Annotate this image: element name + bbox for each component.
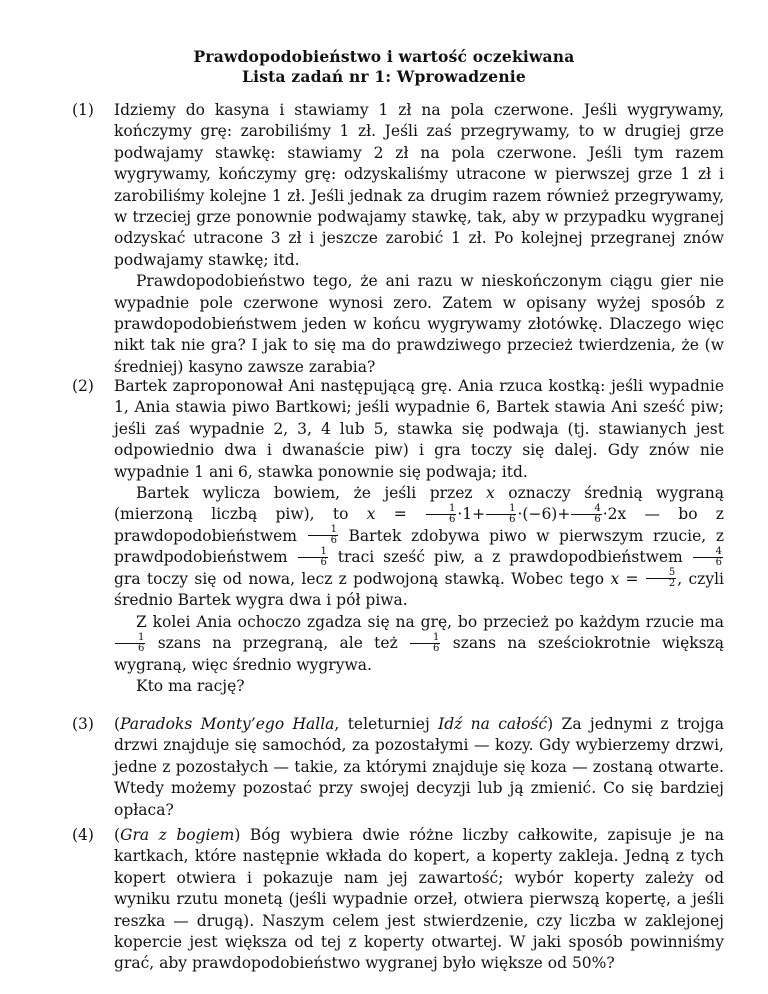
fraction (426, 504, 456, 525)
fraction-numerator: 1 (410, 633, 440, 644)
fraction-denominator: 6 (138, 642, 145, 654)
math-operator: = (625, 569, 639, 588)
problem-number: (4) (72, 826, 94, 844)
fraction (115, 633, 145, 654)
math-operator: = (393, 505, 407, 524)
text-run: ) Za jednymi z trojga drzwi znajduje się samochód, za pozostałymi — kozy. Gdy wybierzemy drzwi, jedne z pozostałych — takie, za którymi znajduje się koza — zostaną otwarte. Wtedy możemy pozostać przy swojej decyzji lub ją zmienić. Co się bardziej opłaca? (114, 715, 724, 819)
text-run: Bartek zdobywa piwo w pierwszym rzucie, z prawdpodobieństwem (114, 526, 724, 567)
italic-term: Paradoks Monty’ego Halla (120, 715, 335, 733)
italic-term: Gra z bogiem (120, 826, 235, 844)
text-run: szans na przegraną, ale też (157, 634, 398, 653)
text-run: Z kolei Ania ochoczo zgadza się na grę, bo przecież po każdym rzucie ma (136, 612, 724, 631)
text-run: oznaczy średnią wygraną (mierzoną liczbą piw), to (114, 484, 725, 524)
problem-paragraph (114, 612, 724, 676)
problem-paragraph: Kto ma rację? (136, 677, 245, 696)
problem-paragraph: Idziemy do kasyna i stawiamy 1 zł na pola czerwone. Jeśli wygrywamy, kończymy grę: zarobiliśmy 1 zł. Jeśli zaś przegrywamy, to w drugiej grze podwajamy stawkę: stawiamy 2 zł na pola czerwone. Jeśli tym razem wygrywamy, kończymy grę: odzyskaliśmy utracone w pierwszej grze 1 zł i zarobiliśmy kolejne 1 zł. Jeśli jednak za drugim razem również przegrywamy, w trzeciej grze ponownie podwajamy stawkę, tak, aby w przypadku wygranej odzyskać utracone 3 zł i jeszcze zarobić 1 zł. Po kolejnej przegranej znów podwajamy stawkę; itd. (114, 101, 724, 269)
fraction-numerator: 1 (298, 547, 328, 558)
math-variable: x (486, 484, 495, 503)
italic-term: Idź na całość (438, 715, 548, 733)
text-run: , teleturniej (334, 715, 430, 733)
text-run: traci sześć piw, a z prawdopodbieństwem (337, 548, 683, 567)
problem-number: (2) (72, 377, 94, 395)
problem-paragraph (114, 714, 724, 821)
fraction-numerator: 1 (426, 504, 456, 515)
problem-paragraph: Bartek zaproponował Ani następującą grę. Ania rzuca kostką: jeśli wypadnie 1, Ania stawia piwo Bartkowi; jeśli wypadnie 6, Bartek stawia Ani sześć piw; jeśli zaś wypadnie 2, 3, 4 lub 5, stawka się podwaja (tj. stawianych jest odpowiednio dwa i dwanaście piw) i gra toczy się dalej. Gdy znów nie wypadnie 1 ani 6, stawka ponownie się podwaja; itd. (114, 377, 724, 481)
fraction-denominator: 6 (320, 556, 327, 568)
fraction-denominator: 6 (330, 535, 337, 547)
problem-3 (72, 714, 724, 821)
fraction (298, 547, 328, 568)
problem-paragraph (114, 483, 724, 612)
fraction-numerator: 4 (571, 504, 601, 515)
document-subtitle: Lista zadań nr 1: Wprowadzenie (242, 67, 526, 86)
fraction-numerator: 1 (486, 504, 516, 515)
problem-4 (72, 825, 724, 975)
fraction (308, 525, 338, 546)
fraction-denominator: 6 (433, 642, 440, 654)
fraction-denominator: 6 (715, 556, 722, 568)
fraction-numerator: 1 (115, 633, 145, 644)
text-run: ) Bóg wybiera dwie różne liczby całkowite, zapisuje je na kartkach, które następnie wkłada do kopert, a koperty zakleja. Jedną z tych kopert otwiera i pokazuje nam jej zawartość; wybór koperty zależy od wyniku rzutu monetą (jeśli wypadnie orzeł, otwiera pierwszą kopertę, a jeśli reszka — drugą). Naszym celem jest stwierdzenie, czy liczba w zaklejonej kopercie jest większa od tej z koperty otwartej. W jaki sposób powinniśmy grać, aby prawdopodobieństwo wygranej było większe od 50%? (114, 826, 725, 973)
math-term: ·2x (602, 505, 627, 524)
text-run: ( (114, 715, 121, 733)
text-run: Bartek wylicza bowiem, że jeśli przez (136, 484, 473, 503)
fraction-numerator: 5 (646, 568, 676, 579)
fraction (646, 568, 676, 589)
fraction-denominator: 6 (509, 513, 516, 525)
fraction (486, 504, 516, 525)
problem-number: (1) (72, 101, 94, 119)
problem-2 (72, 376, 724, 698)
problem-number: (3) (72, 715, 94, 733)
math-variable: x (610, 569, 620, 588)
problem-1 (72, 100, 724, 378)
fraction (410, 633, 440, 654)
fraction-denominator: 6 (448, 513, 456, 525)
text-run: — bo z prawdopodobieństwem (114, 505, 724, 545)
text-run: , czyli średnio Bartek wygra dwa i pół piwa. (114, 569, 725, 610)
math-operator: ·1+ (457, 505, 486, 524)
fraction-numerator: 1 (308, 525, 338, 536)
problem-paragraph (114, 825, 724, 975)
fraction-denominator: 2 (668, 578, 676, 590)
problem-paragraph: Prawdopodobieństwo tego, że ani razu w nieskończonym ciągu gier nie wypadnie pole czerwone wynosi zero. Zatem w opisany wyżej sposób z prawdopodobieństwem jeden w końcu wygrywamy złotówkę. Dlaczego więc nikt tak nie gra? I jak to się ma do prawdziwego przecież twierdzenia, że (w średniej) kasyno zawsze zarabia? (114, 272, 724, 376)
text-run: ( (114, 826, 121, 844)
text-run: szans na sześciokrotnie większą wygraną, więc średnio wygrywa. (114, 634, 724, 674)
text-run: gra toczy się od nowa, lecz z podwojoną stawką. Wobec tego (114, 569, 605, 588)
fraction-denominator: 6 (594, 513, 601, 525)
fraction (693, 547, 723, 568)
math-operator: ·(−6)+ (517, 505, 571, 524)
fraction (571, 504, 601, 525)
fraction-numerator: 4 (693, 547, 723, 558)
document-title: Prawdopodobieństwo i wartość oczekiwana (193, 47, 575, 66)
math-variable: x (366, 505, 376, 524)
